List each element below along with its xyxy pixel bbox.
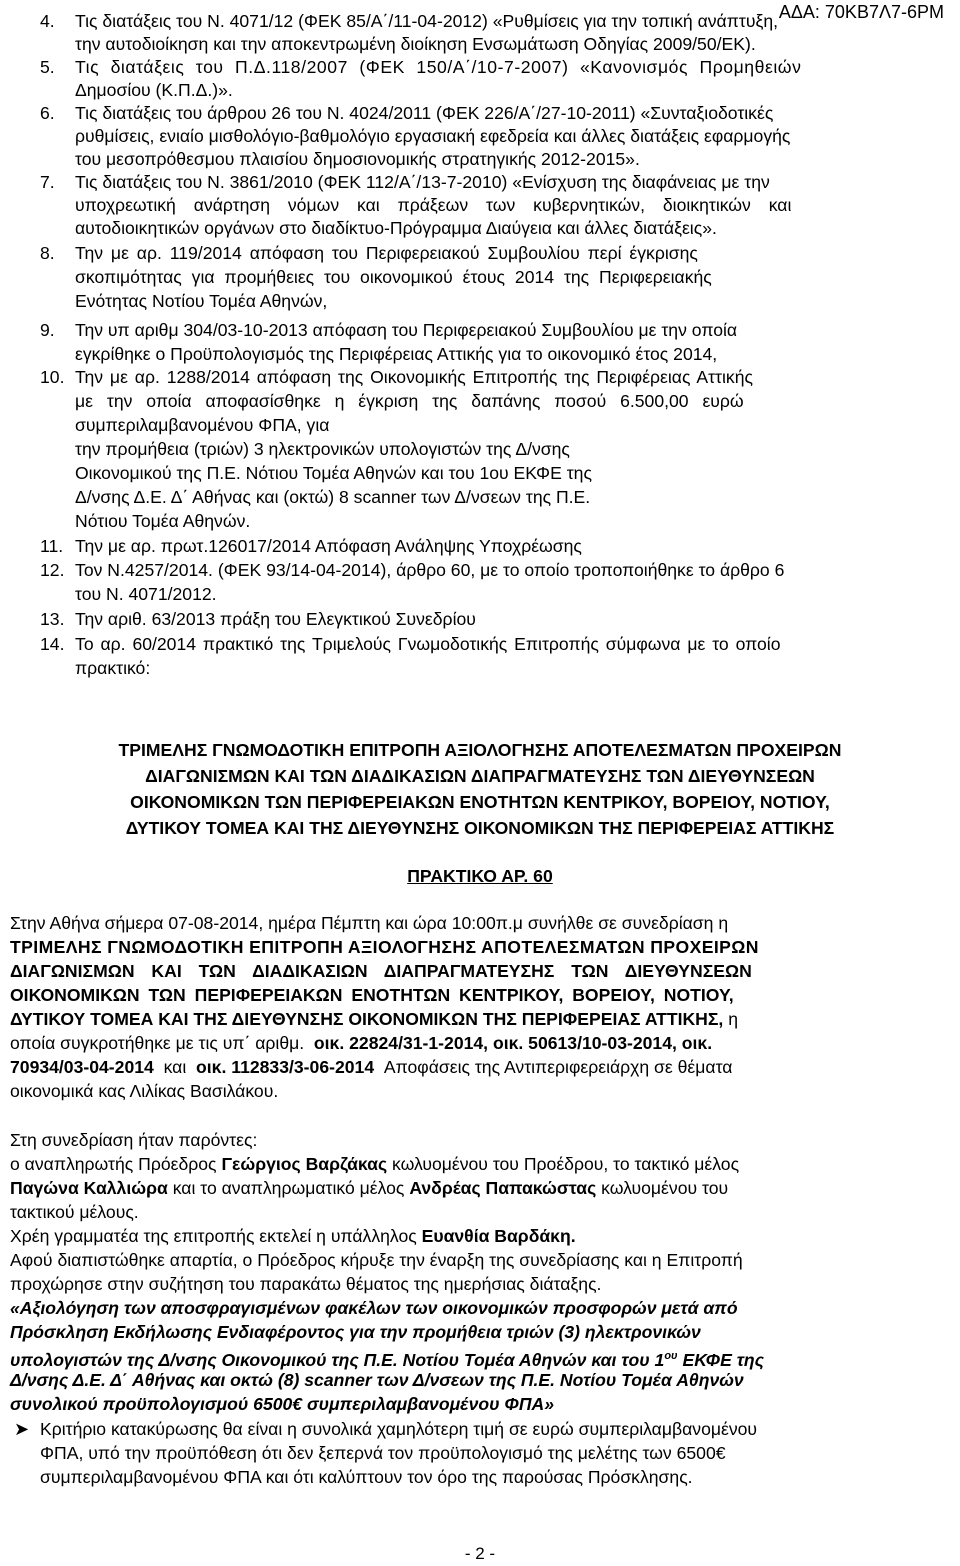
list-item-line: Την με αρ. πρωτ.126017/2014 Απόφαση Ανάληψης Υποχρέωσης (75, 536, 582, 556)
list-number: 7. (40, 172, 55, 192)
list-item-line: Τις διατάξεις του Ν. 4071/12 (ΦΕΚ 85/Α΄/11-04-2012) «Ρυθμίσεις για την τοπική ανάπτυξη, (75, 11, 778, 31)
heading-line: ΔΙΑΓΩΝΙΣΜΩΝ ΚΑΙ ΤΩΝ ΔΙΑΔΙΚΑΣΙΩΝ ΔΙΑΠΡΑΓΜΑΤΕΥΣΗΣ ΤΩΝ ΔΙΕΥΘΥΝΣΕΩΝ (145, 766, 815, 786)
list-item-line: Ενότητας Νοτίου Τομέα Αθηνών, (75, 291, 328, 311)
list-item-line: ρυθμίσεις, ενιαίο μισθολόγιο-βαθμολόγιο εργασιακή εφεδρεία και άλλες διατάξεις εφαρμογής (75, 126, 791, 146)
list-item-line: Τις διατάξεις του Ν. 3861/2010 (ΦΕΚ 112/Α΄/13-7-2010) «Ενίσχυση της διαφάνειας με την (75, 172, 770, 192)
list-item-line: με την οποία αποφασίσθηκε η έγκριση της δαπάνης ποσού 6.500,00 ευρώ (75, 391, 744, 411)
list-item-line: Τις διατάξεις του άρθρου 26 του Ν. 4024/2011 (ΦΕΚ 226/Α΄/27-10-2011) «Συνταξιοδοτικές (75, 103, 774, 123)
list-item-line: Νότιου Τομέα Αθηνών. (75, 511, 251, 531)
heading-line: ΟΙΚΟΝΟΜΙΚΩΝ ΤΩΝ ΠΕΡΙΦΕΡΕΙΑΚΩΝ ΕΝΟΤΗΤΩΝ ΚΕΝΤΡΙΚΟΥ, ΒΟΡΕΙΟΥ, ΝΟΤΙΟΥ, (130, 792, 830, 812)
list-item-line: Την με αρ. 119/2014 απόφαση του Περιφερειακού Συμβουλίου περί έγκρισης (75, 243, 698, 263)
list-item-line: Την με αρ. 1288/2014 απόφαση της Οικονομικής Επιτροπής της Περιφέρειας Αττικής (75, 367, 753, 387)
list-number: 12. (40, 560, 65, 580)
list-item-line: αυτοδιοικητικών οργάνων στο διαδίκτυο-Πρόγραμμα Διαύγεια και άλλες διατάξεις». (75, 218, 717, 238)
list-item-line: Τις διατάξεις του Π.Δ.118/2007 (ΦΕΚ 150/Α΄/10-7-2007) «Κανονισμός Προμηθειών (75, 57, 802, 77)
list-item-line: Τον Ν.4257/2014. (ΦΕΚ 93/14-04-2014), άρθρο 60, με το οποίο τροποποιήθηκε το άρθρο 6 (75, 560, 785, 580)
list-number: 13. (40, 609, 65, 629)
list-number: 6. (40, 103, 55, 123)
list-item-line: εγκρίθηκε ο Προϋπολογισμός της Περιφέρειας Αττικής για το οικονομικό έτος 2014, (75, 344, 718, 364)
heading-line: ΔΥΤΙΚΟΥ ΤΟΜΕΑ ΚΑΙ ΤΗΣ ΔΙΕΥΘΥΝΣΗΣ ΟΙΚΟΝΟΜΙΚΩΝ ΤΗΣ ΠΕΡΙΦΕΡΕΙΑΣ ΑΤΤΙΚΗΣ (125, 818, 835, 838)
list-number: 5. (40, 57, 55, 77)
list-item-line: Δ/νσης Δ.Ε. Δ΄ Αθήνας και (οκτώ) 8 scanner των Δ/νσεων της Π.Ε. (75, 487, 591, 507)
list-number: 9. (40, 320, 55, 340)
list-item-line: την προμήθεια (τριών) 3 ηλεκτρονικών υπολογιστών της Δ/νσης (75, 439, 570, 459)
list-item-line: υποχρεωτική ανάρτηση νόμων και πράξεων των κυβερνητικών, διοικητικών και (75, 195, 792, 215)
list-number: 8. (40, 243, 55, 263)
list-item-line: του Ν. 4071/2012. (75, 584, 217, 604)
list-number: 14. (40, 634, 65, 654)
list-item-line: Το αρ. 60/2014 πρακτικό της Τριμελούς Γνωμοδοτικής Επιτροπής σύμφωνα με το οποίο (75, 634, 781, 654)
list-item-line: την αυτοδιοίκηση και την αποκεντρωμένη διοίκηση Ενσωμάτωση Οδηγίας 2009/50/ΕΚ). (75, 34, 756, 54)
ada-code: ΑΔΑ: 70ΚΒ7Λ7-6ΡΜ (778, 2, 944, 22)
list-item-line: του μεσοπρόθεσμου πλαισίου δημοσιονομικής στρατηγικής 2012-2015». (75, 149, 640, 169)
list-number: 10. (40, 367, 65, 387)
list-item-line: Οικονομικού της Π.Ε. Νότιου Τομέα Αθηνών και του 1ου ΕΚΦΕ της (75, 463, 592, 483)
list-item-line: Την αριθ. 63/2013 πράξη του Ελεγκτικού Συνεδρίου (75, 609, 476, 629)
list-item-line: πρακτικό: (75, 658, 151, 678)
list-item-line: σκοπιμότητας για προμήθειες του οικονομικού έτους 2014 της Περιφερειακής (75, 267, 712, 287)
list-number: 4. (40, 11, 55, 31)
list-item-line: Την υπ αριθμ 304/03-10-2013 απόφαση του Περιφερειακού Συμβουλίου με την οποία (75, 320, 738, 340)
arrow-bullet-icon: ➤ (14, 1419, 30, 1439)
praktiko-title: ΠΡΑΚΤΙΚΟ ΑΡ. 60 (407, 866, 553, 886)
list-number: 11. (40, 536, 64, 556)
heading-line: ΤΡΙΜΕΛΗΣ ΓΝΩΜΟΔΟΤΙΚΗ ΕΠΙΤΡΟΠΗ ΑΞΙΟΛΟΓΗΣΗΣ ΑΠΟΤΕΛΕΣΜΑΤΩΝ ΠΡΟΧΕΙΡΩΝ (118, 740, 842, 760)
list-item-line: Δημοσίου (Κ.Π.Δ.)». (75, 80, 233, 100)
page-number: - 2 - (464, 1544, 496, 1563)
document-page: ΑΔΑ: 70ΚΒ7Λ7-6ΡΜ 4. Τις διατάξεις του Ν. 4071/12 (ΦΕΚ 85/Α΄/11-04-2012) «Ρυθμίσεις για την τοπική ανάπτυξη, την αυτοδιοίκηση και την αποκεντρωμένη διοίκηση Ενσωμάτωση Οδηγίας 2009/50/ΕΚ). 5. Τις διατάξεις του Π.Δ.118/2007 (ΦΕΚ 150/Α΄/10-7-2007) «Κανονισμός Προμηθειών Δημοσίου (Κ.Π.Δ.)». 6. Τις διατάξεις του άρθρου 26 του Ν. 4024/2011 (ΦΕΚ 226/Α΄/27-10-2011) «Συνταξιοδοτικές ρυθμίσεις, ενιαίο μισθολόγιο-βαθμολόγιο εργασιακή εφεδρεία και άλλες διατάξεις εφαρμογής του μεσοπρόθεσμου πλαισίου δημοσιονομικής στρατηγικής 2012-2015». 7. Τις διατάξεις του Ν. 3861/2010 (ΦΕΚ 112/Α΄/13-7-2010) «Ενίσχυση της διαφάνειας με την υποχρεωτική ανάρτηση νόμων και πράξεων των κυβερνητικών, διοικητικών και αυτοδιοικητικών οργάνων στο διαδίκτυο-Πρόγραμμα Διαύγεια και άλλες διατάξεις». 8. Την με αρ. 119/2014 απόφαση του Περιφερειακού Συμβουλίου περί έγκρισης σκοπιμότητας για προμήθειες του οικονομικού έτους 2014 της Περιφερειακής Ενότητας Νοτίου Τομέα Αθηνών, 9. Την υπ αριθμ 304/03-10-2013 απόφαση του Περιφερειακού Συμβουλίου με την οποία εγκρίθηκε ο Προϋπολογισμός της Περιφέρειας Αττικής για το οικονομικό έτος 2014, 10. Την με αρ. 1288/2014 απόφαση της Οικονομικής Επιτροπής της Περιφέρειας Αττικής με την οποία αποφασίσθηκε η έγκριση της δαπάνης ποσού 6.500,00 ευρώ συμπεριλαμβανομένου ΦΠΑ, για την προμήθεια (τριών) 3 ηλεκτρονικών υπολογιστών της Δ/νσης Οικονομικού της Π.Ε. Νότιου Τομέα Αθηνών και του 1ου ΕΚΦΕ της Δ/νσης Δ.Ε. Δ΄ Αθήνας και (οκτώ) 8 scanner των Δ/νσεων της Π.Ε. Νότιου Τομέα Αθηνών. 11. Την με αρ. πρωτ.126017/2014 Απόφαση Ανάληψης Υποχρέωσης 12. Τον Ν.4257/2014. (ΦΕΚ 93/14-04-2014), άρθρο 60, με το οποίο τροποποιήθηκε το άρθρο 6 του Ν. 4071/2012. 13. Την αριθ. 63/2013 πράξη του Ελεγκτικού Συνεδρίου 14. Το αρ. 60/2014 πρακτικό της Τριμελούς Γνωμοδοτικής Επιτροπής σύμφωνα με το οποίο πρακτικό: ΤΡΙΜΕΛΗΣ ΓΝΩΜΟΔΟΤΙΚΗ ΕΠΙΤΡΟΠΗ ΑΞΙΟΛΟΓΗΣΗΣ ΑΠΟΤΕΛΕΣΜΑΤΩΝ ΠΡΟΧΕΙΡΩΝ ΔΙΑΓΩΝΙΣΜΩΝ ΚΑΙ ΤΩΝ ΔΙΑΔΙΚΑΣΙΩΝ ΔΙΑΠΡΑΓΜΑΤΕΥΣΗΣ ΤΩΝ ΔΙΕΥΘΥΝΣΕΩΝ ΟΙΚΟΝΟΜΙΚΩΝ ΤΩΝ ΠΕΡΙΦΕΡΕΙΑΚΩΝ ΕΝΟΤΗΤΩΝ ΚΕΝΤΡΙΚΟΥ, ΒΟΡΕΙΟΥ, ΝΟΤΙΟΥ, ΔΥΤΙΚΟΥ ΤΟΜΕΑ ΚΑΙ ΤΗΣ ΔΙΕΥΘΥΝΣΗΣ ΟΙΚΟΝΟΜΙΚΩΝ ΤΗΣ ΠΕΡΙΦΕΡΕΙΑΣ ΑΤΤΙΚΗΣ ΠΡΑΚΤΙΚΟ ΑΡ. 60 Στην Αθήνα σήμερα 07-08-2014, ημέρα Πέμπτη και ώρα 10:00π.μ συνήλθε σε συνεδρίαση η ΤΡΙΜΕΛΗΣ ΓΝΩΜΟΔΟΤΙΚΗ ΕΠΙΤΡΟΠΗ ΑΞΙΟΛΟΓΗΣΗΣ ΑΠΟΤΕΛΕΣΜΑΤΩΝ ΠΡΟΧΕΙΡΩΝ ΔΙΑΓΩΝΙΣΜΩΝ ΚΑΙ ΤΩΝ ΔΙΑΔΙΚΑΣΙΩΝ ΔΙΑΠΡΑΓΜΑΤΕΥΣΗΣ ΤΩΝ ΔΙΕΥΘΥΝΣΕΩΝ ΟΙΚΟΝΟΜΙΚΩΝ ΤΩΝ ΠΕΡΙΦΕΡΕΙΑΚΩΝ ΕΝΟΤΗΤΩΝ ΚΕΝΤΡΙΚΟΥ, ΒΟΡΕΙΟΥ, ΝΟΤΙΟΥ, ΔΥΤΙΚΟΥ ΤΟΜΕΑ ΚΑΙ ΤΗΣ ΔΙΕΥΘΥΝΣΗΣ ΟΙΚΟΝΟΜΙΚΩΝ ΤΗΣ ΠΕΡΙΦΕΡΕΙΑΣ ΑΤΤΙΚΗΣ, η οποία συγκροτήθηκε με τις υπ΄ αριθμ. οικ. 22824/31-1-2014, οικ. 50613/10-03-2014, οικ. 70934/03-04-2014 και οικ. 112833/3-06-2014 Αποφάσεις της Αντιπεριφερειάρχη σε θέματα οικονομικά κας Λιλίκας Βασιλάκου. Στη συνεδρίαση ήταν παρόντες: ο αναπληρωτής Πρόεδρος Γεώργιος Βαρζάκας κωλυομένου του Προέδρου, το τακτικό μέλος Παγώνα Καλλιώρα και το αναπληρωματικό μέλος Ανδρέας Παπακώστας κωλυομένου του τακτικού μέλους. Χρέη γραμματέα της επιτροπής εκτελεί η υπάλληλος Ευανθία Βαρδάκη. Αφού διαπιστώθηκε απαρτία, ο Πρόεδρος κήρυξε την έναρξη της συνεδρίασης και η Επιτροπή προχώρησε στην συζήτηση του παρακάτω θέματος της ημερήσιας διάταξης. «Αξιολόγηση των αποσφραγισμένων φακέλων των οικονομικών προσφορών μετά από Πρόσκληση Εκδήλωσης Ενδιαφέροντος για την προμήθεια τριών (3) ηλεκτρονικών υπολογιστών της Δ/νσης Οικονομικού της Π.Ε. Νοτίου Τομέα Αθηνών και του $1^{o\upsilon}$ ΕΚΦΕ της Δ/νσης Δ.Ε. Δ΄ Αθήνας και οκτώ (8) scanner των Δ/νσεων της Π.Ε. Νοτίου Τομέα Αθηνών συνολικού προϋπολογισμού 6500€ συμπεριλαμβανομένου ΦΠΑ» ➤ Κριτήριο κατακύρωσης θα είναι η συνολικά χαμηλότερη τιμή σε ευρώ συμπεριλαμβανομένου ΦΠΑ, υπό την προϋπόθεση ότι δεν ξεπερνά τον προϋπολογισμό της μελέτης των 6500€ συμπεριλαμβανομένου ΦΠΑ και ότι καλύπτουν τον όρο της παρούσας Πρόσκλησης. - 2 - (0, 0, 960, 1566)
list-item-line: συμπεριλαμβανομένου ΦΠΑ, για (75, 415, 330, 435)
